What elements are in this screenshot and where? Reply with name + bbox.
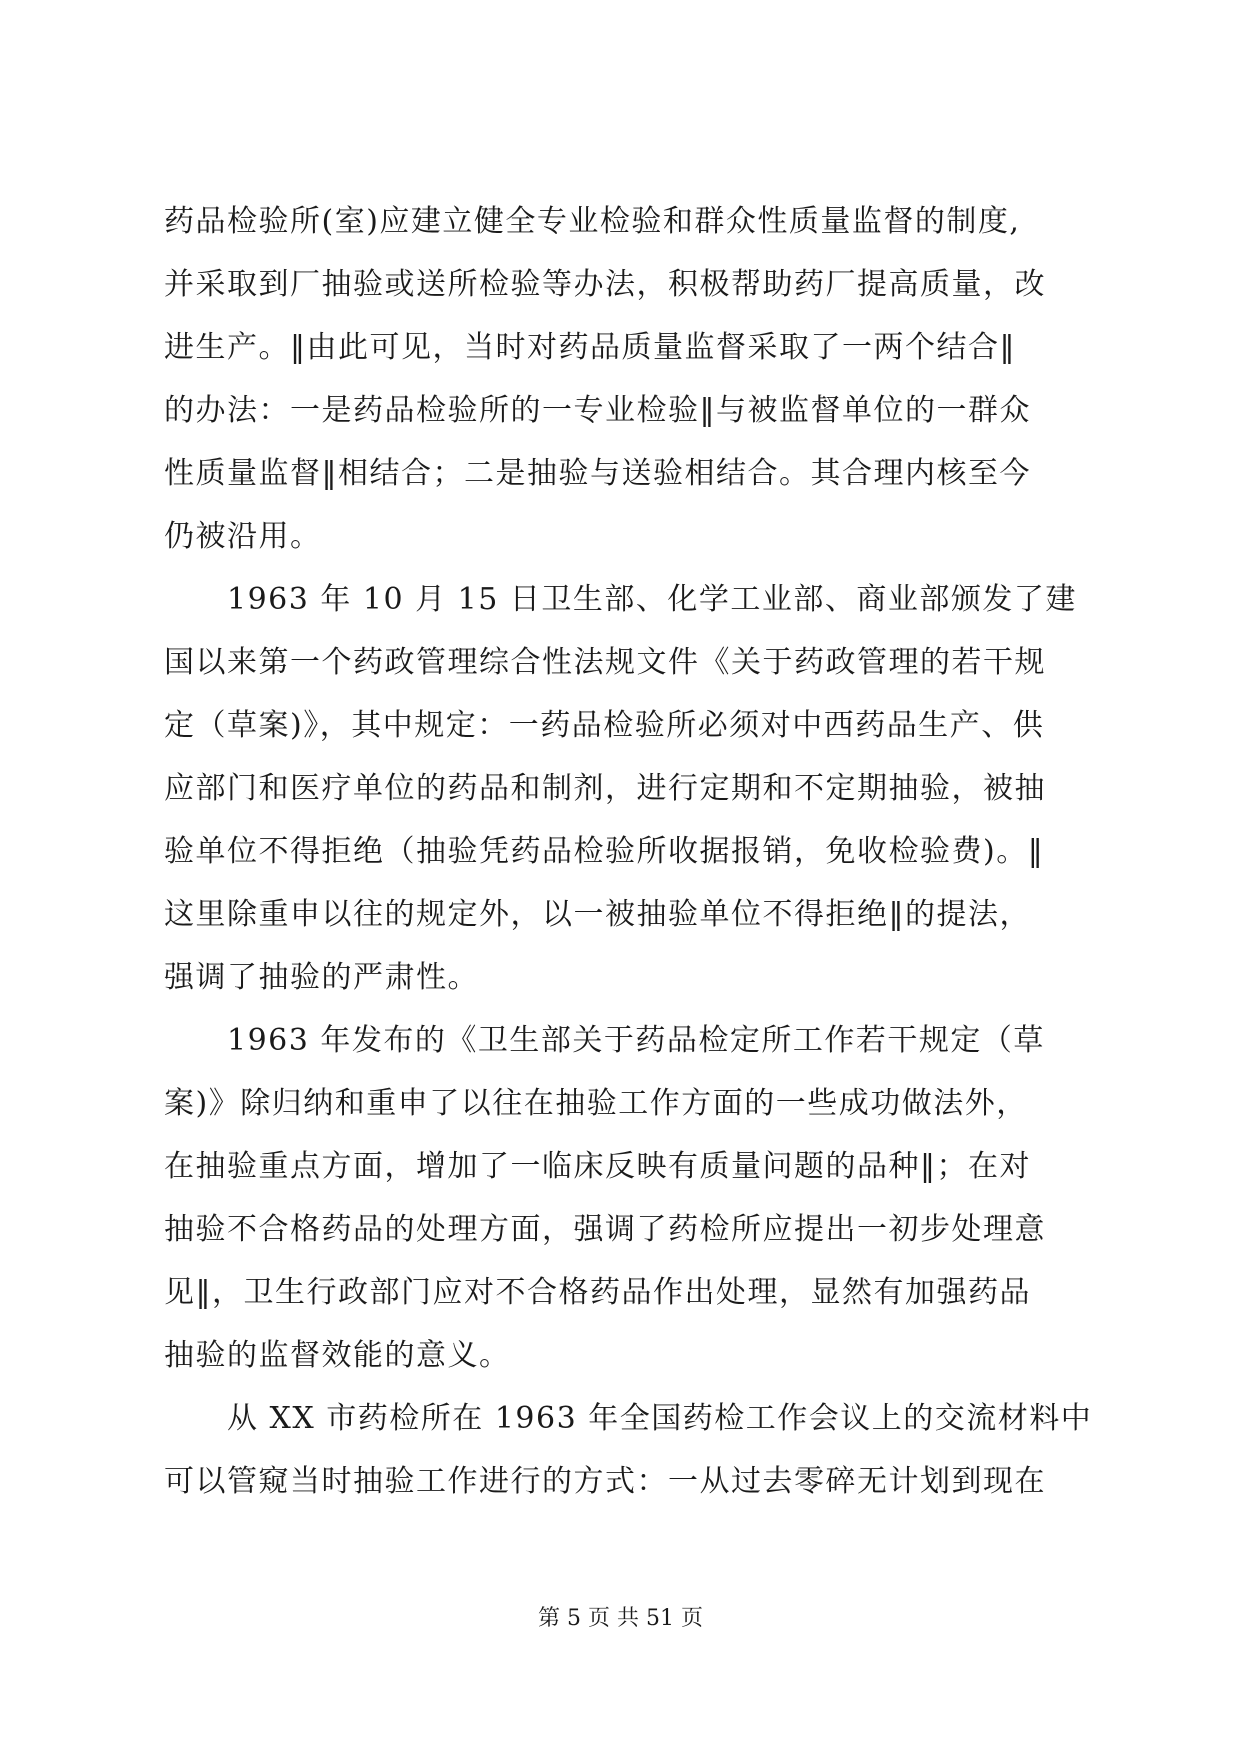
text-line: 从 XX 市药检所在 1963 年全国药检工作会议上的交流材料中 — [164, 1401, 1093, 1436]
text-line: 这里除重申以往的规定外，以一被抽验单位不得拒绝‖的提法， — [164, 897, 1031, 932]
page-footer: 第 5 页 共 51 页 — [538, 1606, 703, 1631]
text-line: 定（草案)》，其中规定：一药品检验所必须对中西药品生产、供 — [164, 708, 1045, 743]
text-line: 抽验的监督效能的意义。 — [164, 1338, 511, 1373]
text-line: 并采取到厂抽验或送所检验等办法，积极帮助药厂提高质量，改 — [164, 267, 1046, 302]
text-line: 性质量监督‖相结合；二是抽验与送验相结合。其合理内核至今 — [164, 456, 1031, 491]
text-line: 应部门和医疗单位的药品和制剂，进行定期和不定期抽验，被抽 — [164, 771, 1046, 806]
text-line: 抽验不合格药品的处理方面，强调了药检所应提出一初步处理意 — [164, 1212, 1046, 1247]
text-line: 国以来第一个药政管理综合性法规文件《关于药政管理的若干规 — [164, 645, 1046, 680]
text-line: 强调了抽验的严肃性。 — [164, 960, 479, 995]
text-line: 药品检验所(室)应建立健全专业检验和群众性质量监督的制度, — [164, 204, 1021, 239]
text-line: 验单位不得拒绝（抽验凭药品检验所收据报销，免收检验费)。‖ — [164, 834, 1045, 869]
text-line: 可以管窥当时抽验工作进行的方式：一从过去零碎无计划到现在 — [164, 1464, 1046, 1499]
text-line: 仍被沿用。 — [164, 519, 322, 554]
text-line: 的办法：一是药品检验所的一专业检验‖与被监督单位的一群众 — [164, 393, 1031, 428]
text-line: 案)》除归纳和重申了以往在抽验工作方面的一些成功做法外， — [164, 1086, 1028, 1121]
text-line: 在抽验重点方面，增加了一临床反映有质量问题的品种‖；在对 — [164, 1149, 1031, 1184]
text-line: 1963 年 10 月 15 日卫生部、化学工业部、商业部颁发了建 — [164, 582, 1077, 617]
text-line: 见‖，卫生行政部门应对不合格药品作出处理，显然有加强药品 — [164, 1275, 1031, 1310]
text-line: 1963 年发布的《卫生部关于药品检定所工作若干规定（草 — [164, 1023, 1045, 1058]
text-line: 进生产。‖由此可见，当时对药品质量监督采取了一两个结合‖ — [164, 330, 1016, 365]
